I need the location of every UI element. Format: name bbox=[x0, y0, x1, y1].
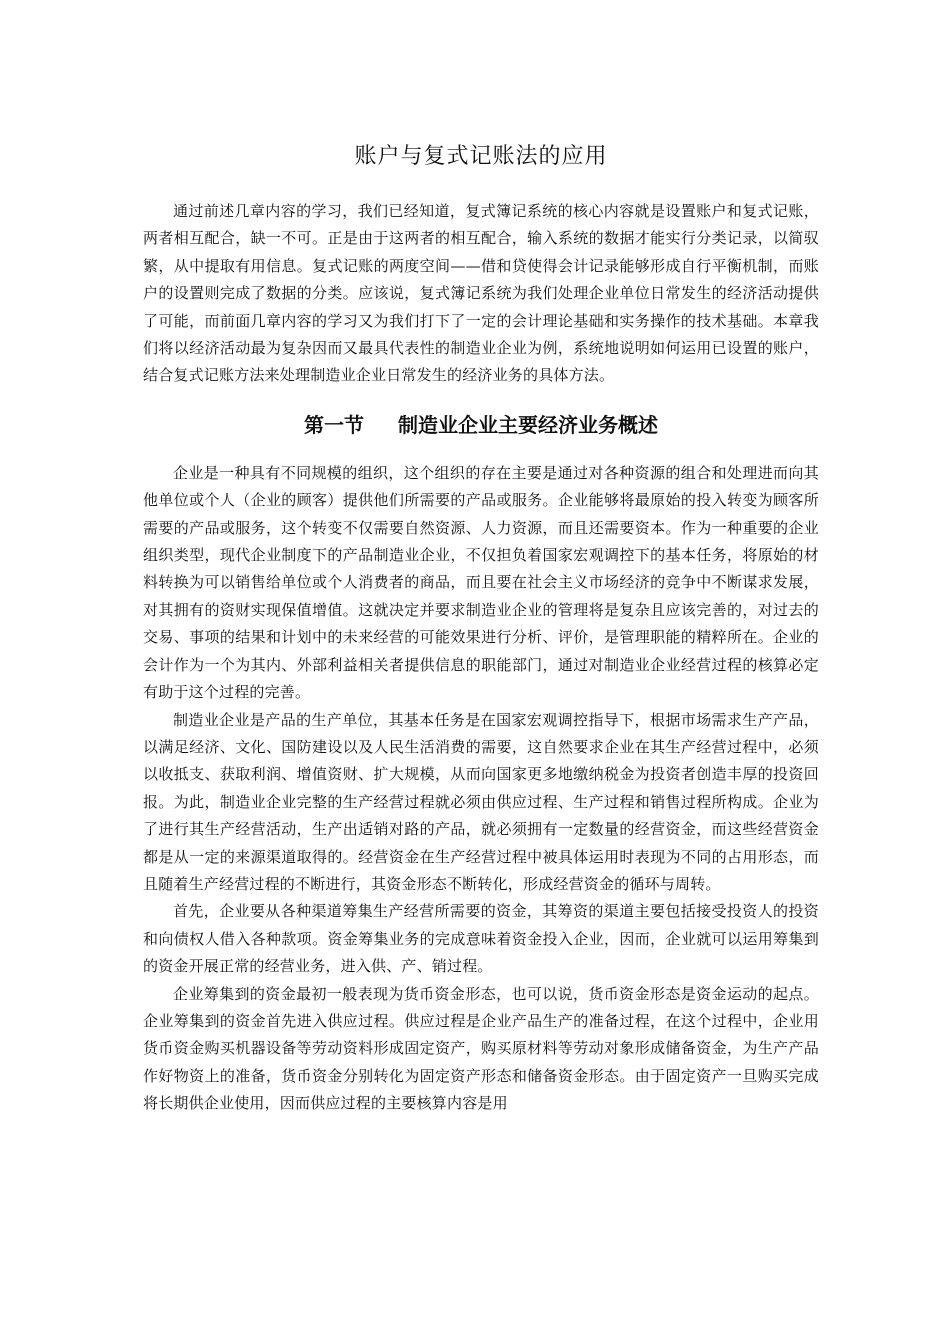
section-heading bbox=[143, 410, 819, 440]
section-title: 制造业企业主要经济业务概述 bbox=[398, 412, 658, 437]
section-number: 第一节 bbox=[304, 412, 364, 437]
chapter-intro-paragraph: 通过前述几章内容的学习，我们已经知道，复式簿记系统的核心内容就是设置账户和复式记账，两者相互配合，缺一不可。正是由于这两者的相互配合，输入系统的数据才能实行分类记录，以简驭繁，从中提取有用信息。复式记账的两度空间——借和贷使得会计记录能够形成自行平衡机制，而账户的设置则完成了数据的分类。应该说，复式簿记系统为我们处理企业单位日常发生的经济活动提供了可能，而前面几章内容的学习又为我们打下了一定的会计理论基础和实务操作的技术基础。本章我们将以经济活动最为复杂因而又最具代表性的制造业企业为例，系统地说明如何运用已设置的账户，结合复式记账方法来处理制造业企业日常发生的经济业务的具体方法。 bbox=[143, 202, 819, 385]
body-paragraph: 制造业企业是产品的生产单位，其基本任务是在国家宏观调控指导下，根据市场需求生产产品，以满足经济、文化、国防建设以及人民生活消费的需要，这自然要求企业在其生产经营过程中，必须以收抵支、获取利润、增值资财、扩大规模，从而向国家更多地缴纳税金为投资者创造丰厚的投资回报。为此，制造业企业完整的生产经营过程就必须由供应过程、生产过程和销售过程所构成。企业为了进行其生产经营活动，生产出适销对路的产品，就必须拥有一定数量的经营资金，而这些经营资金都是从一定的来源渠道取得的。经营资金在生产经营过程中被具体运用时表现为不同的占用形态，而且随着生产经营过程的不断进行，其资金形态不断转化，形成经营资金的循环与周转。 bbox=[143, 710, 819, 893]
body-paragraph: 企业筹集到的资金最初一般表现为货币资金形态，也可以说，货币资金形态是资金运动的起点。企业筹集到的资金首先进入供应过程。供应过程是企业产品生产的准备过程，在这个过程中，企业用货币资金购买机器设备等劳动资料形成固定资产，购买原材料等劳动对象形成储备资金，为生产产品作好物资上的准备，货币资金分别转化为固定资产形态和储备资金形态。由于固定资产一旦购买完成将长期供企业使用，因而供应过程的主要核算内容是用 bbox=[143, 984, 819, 1113]
document-page bbox=[143, 140, 819, 1118]
body-paragraph: 首先，企业要从各种渠道筹集生产经营所需要的资金，其筹资的渠道主要包括接受投资人的投资和向债权人借入各种款项。资金筹集业务的完成意味着资金投入企业，因而，企业就可以运用筹集到的资金开展正常的经营业务，进入供、产、销过程。 bbox=[143, 902, 819, 976]
chapter-title: 账户与复式记账法的应用 bbox=[354, 144, 608, 169]
body-paragraph: 企业是一种具有不同规模的组织，这个组织的存在主要是通过对各种资源的组合和处理进而向其他单位或个人（企业的顾客）提供他们所需要的产品或服务。企业能够将最原始的投入转变为顾客所需要的产品或服务，这个转变不仅需要自然资源、人力资源，而且还需要资本。作为一种重要的企业组织类型，现代企业制度下的产品制造业企业，不仅担负着国家宏观调控下的基本任务，将原始的材料转换为可以销售给单位或个人消费者的商品，而且要在社会主义市场经济的竞争中不断谋求发展，对其拥有的资财实现保值增值。这就决定并要求制造业企业的管理将是复杂且应该完善的，对过去的交易、事项的结果和计划中的未来经营的可能效果进行分析、评价，是管理职能的精粹所在。企业的会计作为一个为其内、外部利益相关者提供信息的职能部门，通过对制造业企业经营过程的核算必定有助于这个过程的完善。 bbox=[143, 463, 819, 702]
